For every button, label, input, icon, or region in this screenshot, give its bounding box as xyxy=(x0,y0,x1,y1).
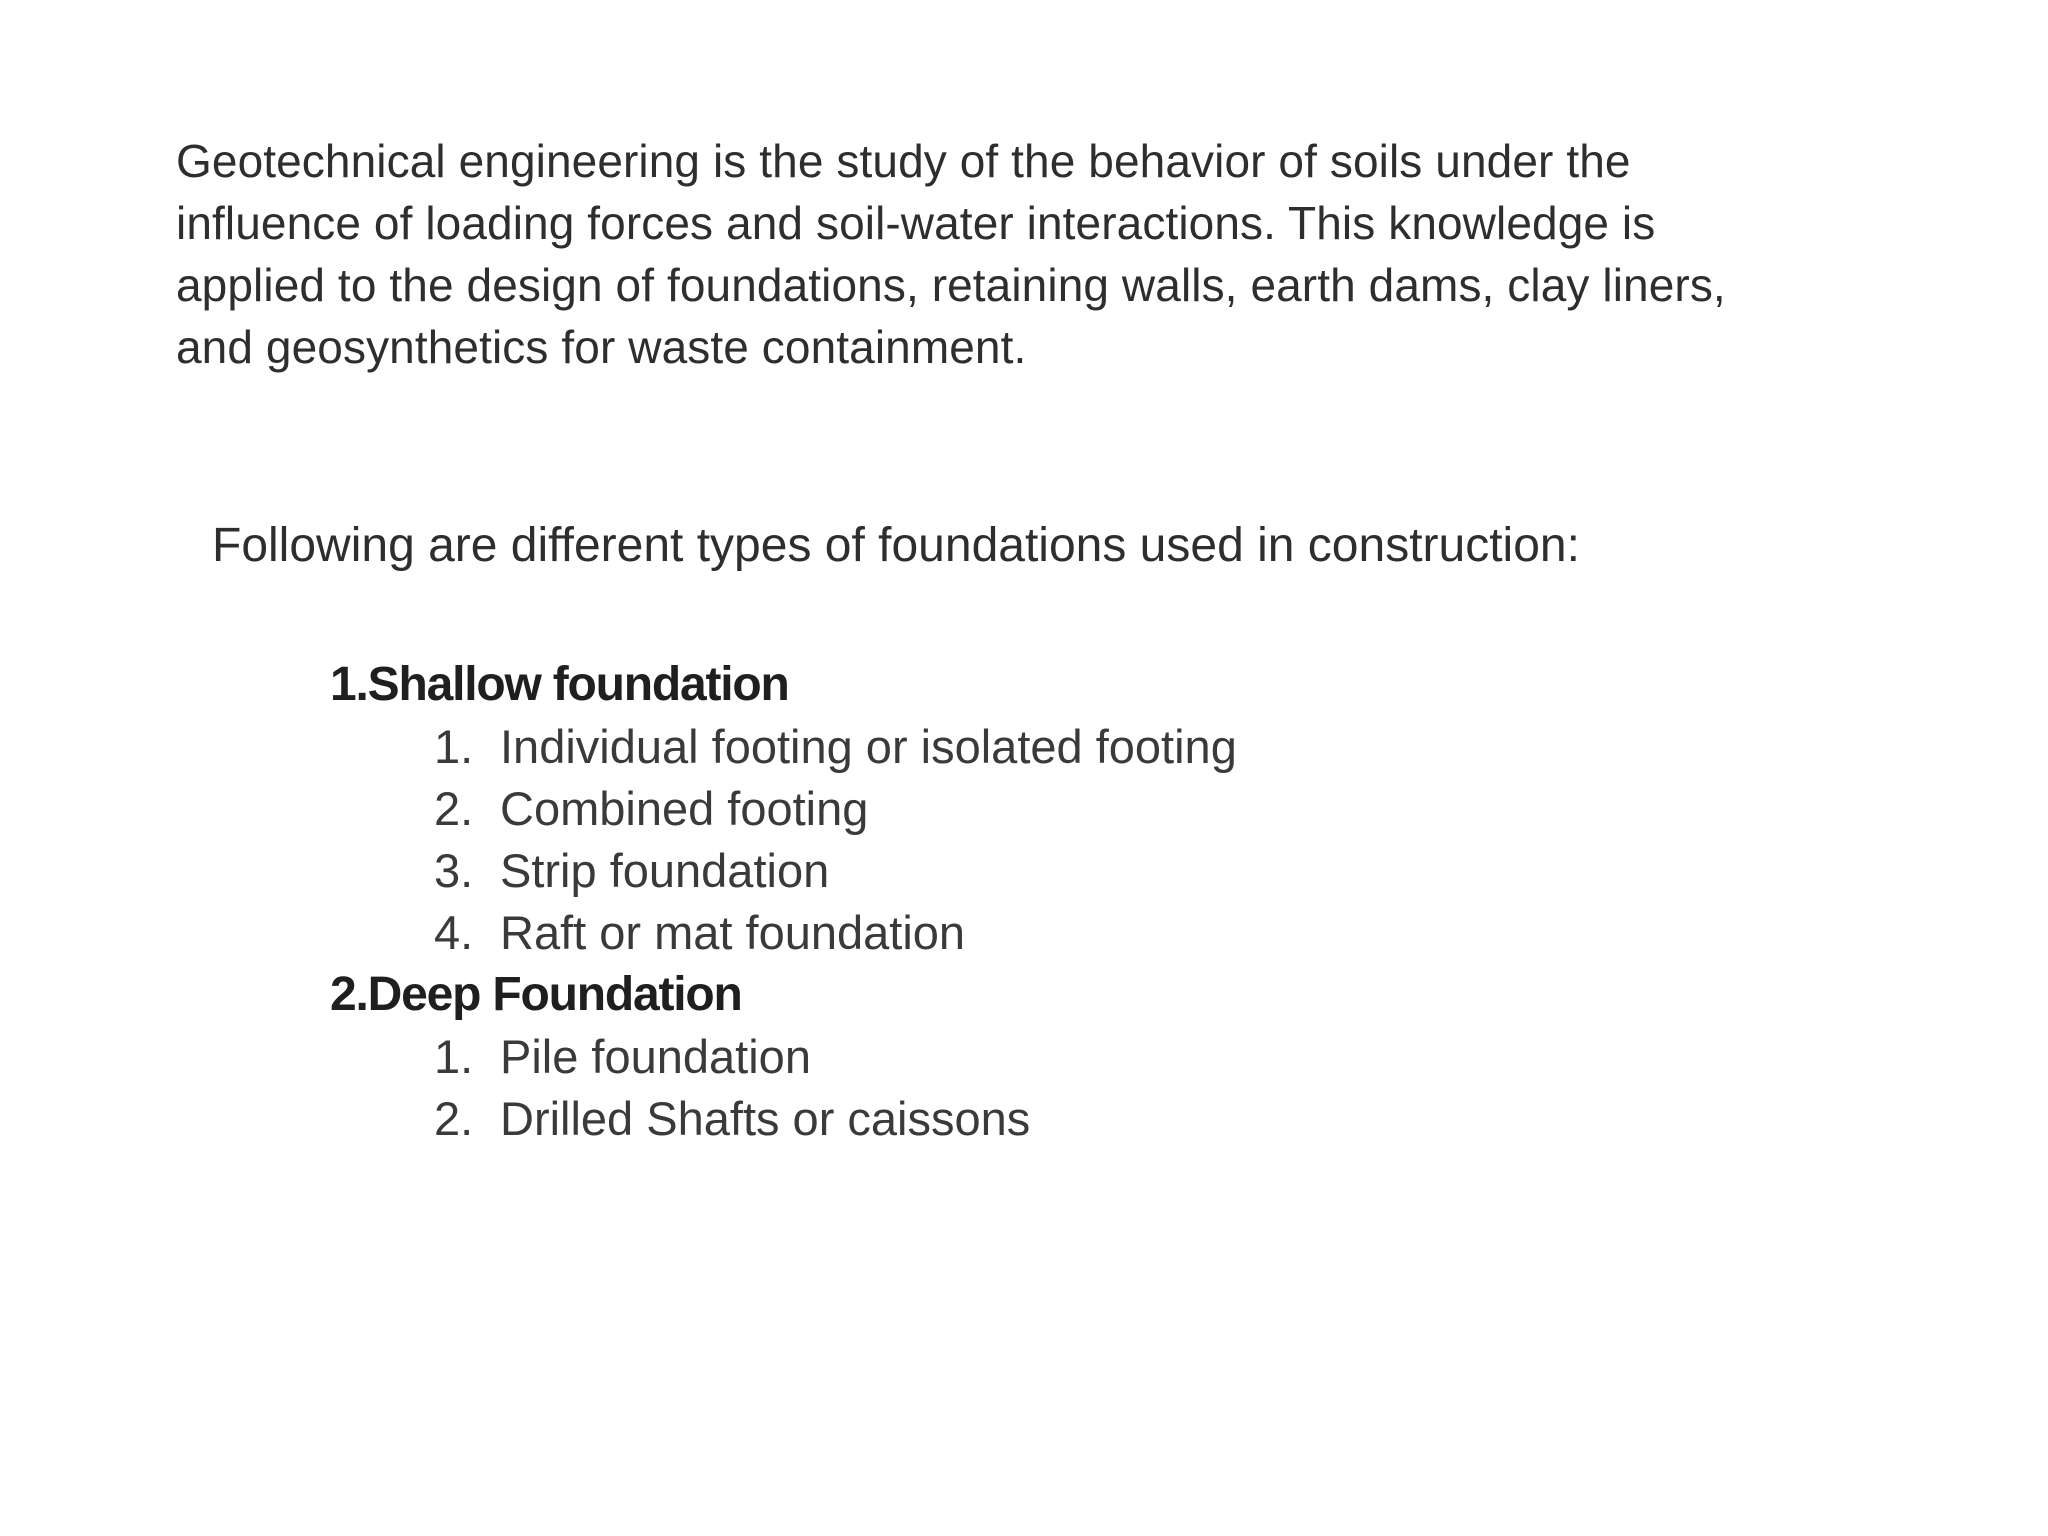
list-item-number: 1. xyxy=(434,720,474,773)
list-item-number: 1. xyxy=(434,1030,474,1083)
deep-foundation-list xyxy=(330,1026,1730,1150)
foundation-types-outline xyxy=(330,654,1730,1150)
list-item xyxy=(434,1088,1730,1150)
list-item-number: 2. xyxy=(434,1092,474,1145)
list-item xyxy=(434,840,1730,902)
list-item xyxy=(434,902,1730,964)
list-item-number: 3. xyxy=(434,844,474,897)
intro-line: Geotechnical engineering is the study of the behavior of soils under the xyxy=(176,135,1631,187)
category-heading-deep: 2.Deep Foundation xyxy=(330,968,742,1021)
list-item xyxy=(434,716,1730,778)
list-item-text: Combined footing xyxy=(500,782,869,835)
list-item-text: Strip foundation xyxy=(500,844,830,897)
foundation-types-lead-in: Following are different types of foundations used in construction: xyxy=(212,519,1580,572)
list-item-number: 2. xyxy=(434,782,474,835)
intro-line: influence of loading forces and soil-water interactions. This knowledge is xyxy=(176,197,1656,249)
list-item-text: Drilled Shafts or caissons xyxy=(500,1092,1031,1145)
intro-paragraph xyxy=(176,130,1896,378)
list-item-number: 4. xyxy=(434,906,474,959)
category-heading-shallow: 1.Shallow foundation xyxy=(330,658,789,711)
shallow-foundation-list xyxy=(330,716,1730,964)
list-item-text: Individual footing or isolated footing xyxy=(500,720,1237,773)
intro-line: applied to the design of foundations, retaining walls, earth dams, clay liners, xyxy=(176,259,1726,311)
list-item-text: Raft or mat foundation xyxy=(500,906,966,959)
list-item xyxy=(434,778,1730,840)
list-item-text: Pile foundation xyxy=(500,1030,811,1083)
list-item xyxy=(434,1026,1730,1088)
intro-line: and geosynthetics for waste containment. xyxy=(176,321,1027,373)
